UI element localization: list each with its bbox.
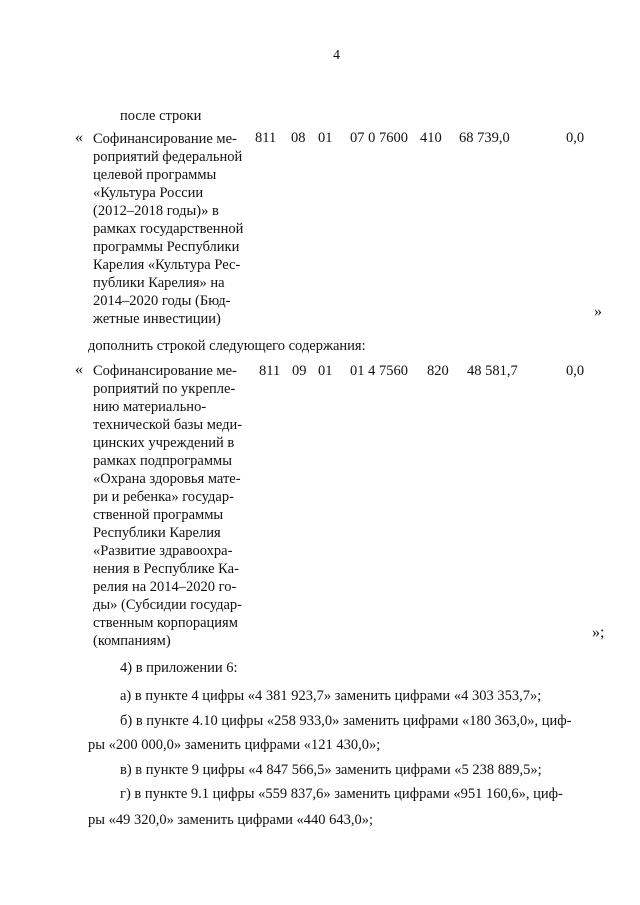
paragraph-appendix-6: 4) в приложении 6: <box>120 660 238 676</box>
desc-line: Софинансирование ме- <box>93 131 237 147</box>
desc-line: «Культура России <box>93 185 204 201</box>
amount: 48 581,7 <box>467 363 518 379</box>
desc-line: цинских учреждений в <box>93 435 235 451</box>
desc-line: рамках подпрограммы <box>93 453 232 469</box>
change-amount: 0,0 <box>566 130 585 146</box>
desc-line: технической базы меди- <box>93 417 243 433</box>
paragraph-b-line1: б) в пункте 4.10 цифры «258 933,0» заменить цифрами «180 363,0», циф- <box>120 713 572 729</box>
close-quote: » <box>594 303 602 320</box>
code-subsection: 01 <box>318 363 333 379</box>
desc-line: 2014–2020 годы (Бюд- <box>93 293 231 309</box>
code-section: 09 <box>292 363 307 379</box>
desc-line: релия на 2014–2020 го- <box>93 579 237 595</box>
desc-line: нения в Республике Ка- <box>93 561 239 577</box>
intro-after-row: после строки <box>120 108 202 124</box>
code-ministry: 811 <box>255 130 277 146</box>
desc-line: публики Карелия» на <box>93 275 225 291</box>
desc-line: роприятий по укрепле- <box>93 381 236 397</box>
desc-line: ственной программы <box>93 507 224 523</box>
paragraph-g-line2: ры «49 320,0» заменить цифрами «440 643,0»; <box>88 812 374 828</box>
change-amount: 0,0 <box>566 363 585 379</box>
amount: 68 739,0 <box>459 130 510 146</box>
desc-line: рамках государственной <box>93 221 244 237</box>
desc-line: Карелия «Культура Рес- <box>93 257 241 273</box>
open-quote: « <box>75 129 83 146</box>
desc-line: (компаниям) <box>93 633 171 649</box>
code-ministry: 811 <box>259 363 281 379</box>
open-quote: « <box>75 361 83 378</box>
row1-description <box>93 130 258 328</box>
code-subsection: 01 <box>318 130 333 146</box>
desc-line: ри и ребенка» государ- <box>93 489 234 505</box>
paragraph-b-line2: ры «200 000,0» заменить цифрами «121 430,0»; <box>88 737 381 753</box>
desc-line: жетные инвестиции) <box>93 311 221 327</box>
desc-line: Софинансирование ме- <box>93 363 237 379</box>
desc-line: ственным корпорациям <box>93 615 238 631</box>
desc-line: ды» (Субсидии государ- <box>93 597 242 613</box>
desc-line: Республики Карелия <box>93 525 221 541</box>
paragraph-a: а) в пункте 4 цифры «4 381 923,7» заменить цифрами «4 303 353,7»; <box>120 688 542 704</box>
desc-line: нию материально- <box>93 399 207 415</box>
code-expense-type: 820 <box>427 363 449 379</box>
desc-line: (2012–2018 годы)» в <box>93 203 219 219</box>
desc-line: «Охрана здоровья мате- <box>93 471 241 487</box>
intro-add-row: дополнить строкой следующего содержания: <box>88 338 366 354</box>
code-target: 07 0 7600 <box>350 130 408 146</box>
close-quote: »; <box>592 624 605 641</box>
desc-line: роприятий федеральной <box>93 149 243 165</box>
desc-line: программы Республики <box>93 239 240 255</box>
code-section: 08 <box>291 130 306 146</box>
page-number: 4 <box>333 48 340 63</box>
code-expense-type: 410 <box>420 130 442 146</box>
desc-line: целевой программы <box>93 167 217 183</box>
code-target: 01 4 7560 <box>350 363 408 379</box>
paragraph-v: в) в пункте 9 цифры «4 847 566,5» заменить цифрами «5 238 889,5»; <box>120 762 542 778</box>
desc-line: «Развитие здравоохра- <box>93 543 233 559</box>
paragraph-g-line1: г) в пункте 9.1 цифры «559 837,6» заменить цифрами «951 160,6», циф- <box>120 786 563 802</box>
row2-description <box>93 362 258 650</box>
